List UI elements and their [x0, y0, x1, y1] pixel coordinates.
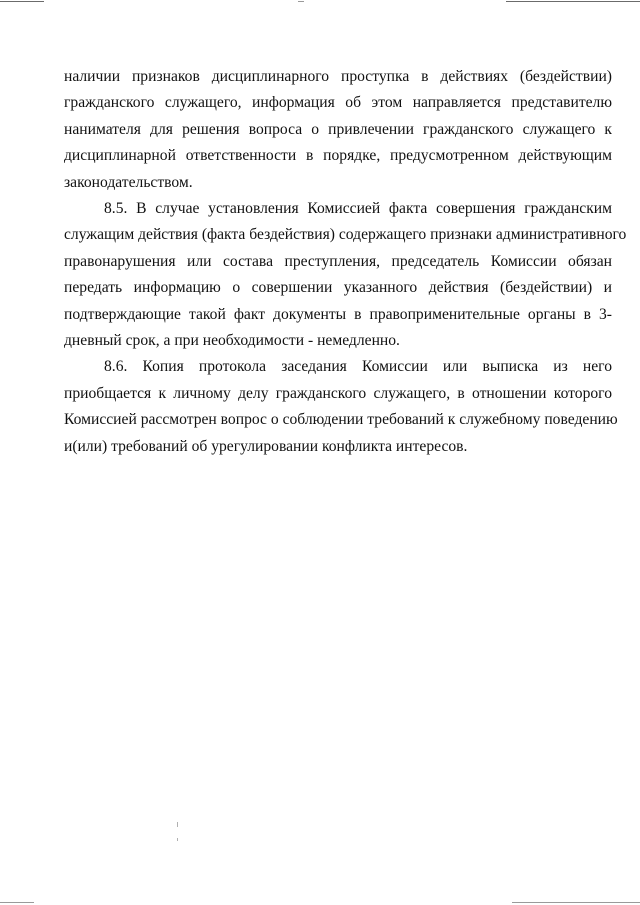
- text-line: законодательством.: [64, 173, 193, 191]
- scan-edge-mark: [506, 1, 640, 2]
- paragraph-continuation: [64, 64, 612, 196]
- text-line: дневный срок, а при необходимости - немедленно.: [64, 332, 400, 350]
- text-line: наличии признаков дисциплинарного проступка в действиях (бездействии): [64, 68, 612, 85]
- scan-edge-mark: [0, 1, 44, 2]
- paragraph-8-6: [64, 354, 618, 460]
- paragraph-8-5: [64, 196, 627, 354]
- scan-speck: [177, 838, 178, 841]
- text-line: гражданского служащего, информация об этом направляется представителю: [64, 94, 612, 112]
- text-line: 8.5. В случае установления Комиссией факта совершения гражданским: [104, 200, 612, 218]
- text-line: дисциплинарной ответственности в порядке, предусмотренном действующим: [64, 147, 612, 165]
- scan-edge-mark: [512, 902, 640, 903]
- scan-edge-mark: [0, 902, 34, 903]
- scan-speck: [177, 822, 178, 827]
- text-line: нанимателя для решения вопроса о привлечении гражданского служащего к: [64, 120, 612, 138]
- scan-edge-mark: [298, 1, 304, 2]
- text-line: подтверждающие такой факт документы в правоприменительные органы в 3-: [64, 305, 612, 323]
- text-line: правонарушения или состава преступления, председатель Комиссии обязан: [64, 252, 612, 270]
- text-line: 8.6. Копия протокола заседания Комиссии или выписка из него: [104, 358, 612, 376]
- text-line: служащим действия (факта бездействия) содержащего признаки административного: [64, 226, 627, 244]
- text-line: передать информацию о совершении указанного действия (бездействии) и: [64, 279, 612, 297]
- text-line: приобщается к личному делу гражданского служащего, в отношении которого: [64, 384, 612, 402]
- text-line: и(или) требований об урегулировании конфликта интересов.: [64, 437, 468, 455]
- text-line: Комиссией рассмотрен вопрос о соблюдении требований к служебному поведению: [64, 411, 618, 429]
- document-body: [64, 64, 627, 460]
